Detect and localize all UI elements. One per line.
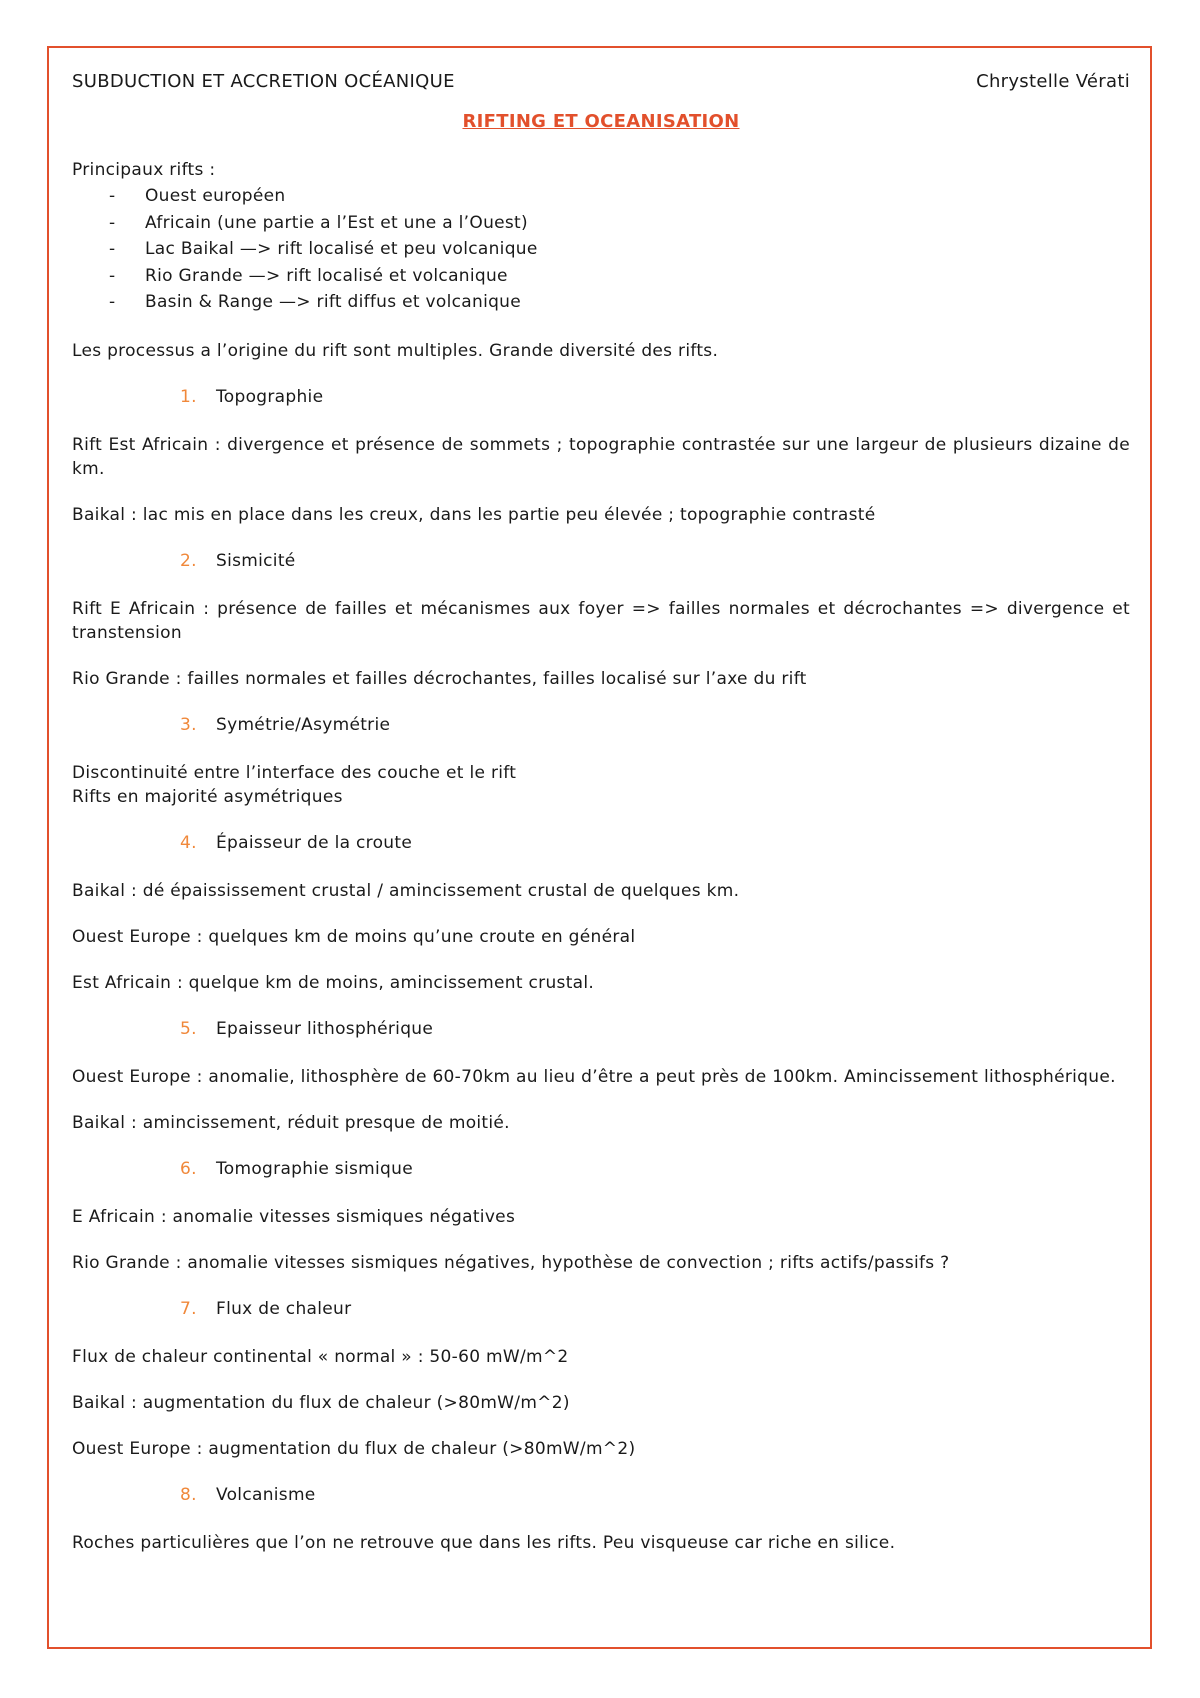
paragraph: Rio Grande : anomalie vitesses sismiques négatives, hypothèse de convection ; rifts actifs/passifs ?: [72, 1252, 950, 1273]
document-body: [72, 70, 1130, 1577]
section-number: 6.: [180, 1158, 197, 1179]
section-number: 1.: [180, 386, 197, 407]
paragraph: Baikal : amincissement, réduit presque de moitié.: [72, 1112, 510, 1133]
list-item: [72, 237, 1130, 264]
section-number: 3.: [180, 714, 197, 735]
section-heading: [72, 1017, 1130, 1043]
list-item: [72, 290, 1130, 317]
section-title: Volcanisme: [216, 1484, 316, 1505]
list-item: [72, 264, 1130, 291]
document-title: RIFTING ET OCEANISATION: [462, 111, 740, 132]
section-title: Épaisseur de la croute: [216, 832, 413, 853]
paragraph: E Africain : anomalie vitesses sismiques négatives: [72, 1206, 516, 1227]
section-heading: [72, 549, 1130, 575]
paragraph: Est Africain : quelque km de moins, amincissement crustal.: [72, 972, 595, 993]
paragraph: Baikal : augmentation du flux de chaleur (>80mW/m^2): [72, 1392, 570, 1413]
list-item-text: Basin & Range —> rift diffus et volcanique: [145, 292, 522, 312]
course-title: SUBDUCTION ET ACCRETION OCÉANIQUE: [72, 71, 455, 92]
paragraph: Rift Est Africain : divergence et présence de sommets ; topographie contrastée sur une largeur de plusieurs dizaine de km.: [72, 434, 1130, 479]
bullet-dash: -: [109, 186, 116, 206]
section-number: 5.: [180, 1018, 197, 1039]
list-item-text: Africain (une partie a l’Est et une a l’Ouest): [145, 212, 528, 233]
paragraph: Roches particulières que l’on ne retrouve que dans les rifts. Peu visqueuse car riche en silice.: [72, 1532, 896, 1553]
paragraph: Baikal : dé épaississement crustal / amincissement crustal de quelques km.: [72, 880, 740, 901]
section-heading: [72, 831, 1130, 857]
bullet-dash: -: [109, 265, 116, 286]
section-title: Symétrie/Asymétrie: [216, 714, 391, 735]
paragraph: Ouest Europe : augmentation du flux de chaleur (>80mW/m^2): [72, 1438, 636, 1459]
list-item: [72, 211, 1130, 238]
bullet-dash: -: [109, 292, 116, 312]
section-heading: [72, 385, 1130, 411]
bullet-dash: -: [109, 212, 116, 233]
bullet-dash: -: [109, 239, 116, 259]
paragraph: Flux de chaleur continental « normal » : 50-60 mW/m^2: [72, 1346, 569, 1367]
section-number: 2.: [180, 550, 197, 571]
section-heading: [72, 1297, 1130, 1323]
paragraph: Rift E Africain : présence de failles et mécanismes aux foyer => failles normales et décrochantes => divergence et transtension: [72, 598, 1130, 643]
list-item-text: Rio Grande —> rift localisé et volcanique: [145, 265, 508, 286]
intro-summary: Les processus a l’origine du rift sont multiples. Grande diversité des rifts.: [72, 340, 719, 361]
section-heading: [72, 1483, 1130, 1509]
rifts-list: [72, 184, 1130, 317]
section-number: 7.: [180, 1298, 197, 1319]
list-item-text: Ouest européen: [145, 186, 286, 206]
section-title: Sismicité: [216, 550, 296, 571]
paragraph: Rifts en majorité asymétriques: [72, 786, 343, 807]
paragraph: Ouest Europe : anomalie, lithosphère de 60-70km au lieu d’être a peut près de 100km. Amincissement lithosphérique.: [72, 1066, 1116, 1087]
rifts-list-label: Principaux rifts :: [72, 160, 216, 180]
section-number: 8.: [180, 1484, 197, 1505]
page-header: [72, 70, 1130, 96]
section-number: 4.: [180, 832, 197, 853]
paragraph: Baikal : lac mis en place dans les creux, dans les partie peu élevée ; topographie contrasté: [72, 504, 876, 525]
paragraph: Discontinuité entre l’interface des couche et le rift: [72, 762, 517, 783]
section-title: Tomographie sismique: [216, 1158, 413, 1179]
section-heading: [72, 713, 1130, 739]
list-item-text: Lac Baikal —> rift localisé et peu volcanique: [145, 239, 538, 259]
section-title: Epaisseur lithosphérique: [216, 1018, 434, 1039]
section-title: Topographie: [216, 386, 324, 407]
paragraph: Ouest Europe : quelques km de moins qu’une croute en général: [72, 926, 636, 947]
paragraph: Rio Grande : failles normales et failles décrochantes, failles localisé sur l’axe du rift: [72, 668, 807, 689]
section-title: Flux de chaleur: [216, 1298, 352, 1319]
author-name: Chrystelle Vérati: [976, 71, 1130, 92]
list-item: [72, 184, 1130, 211]
section-heading: [72, 1157, 1130, 1183]
